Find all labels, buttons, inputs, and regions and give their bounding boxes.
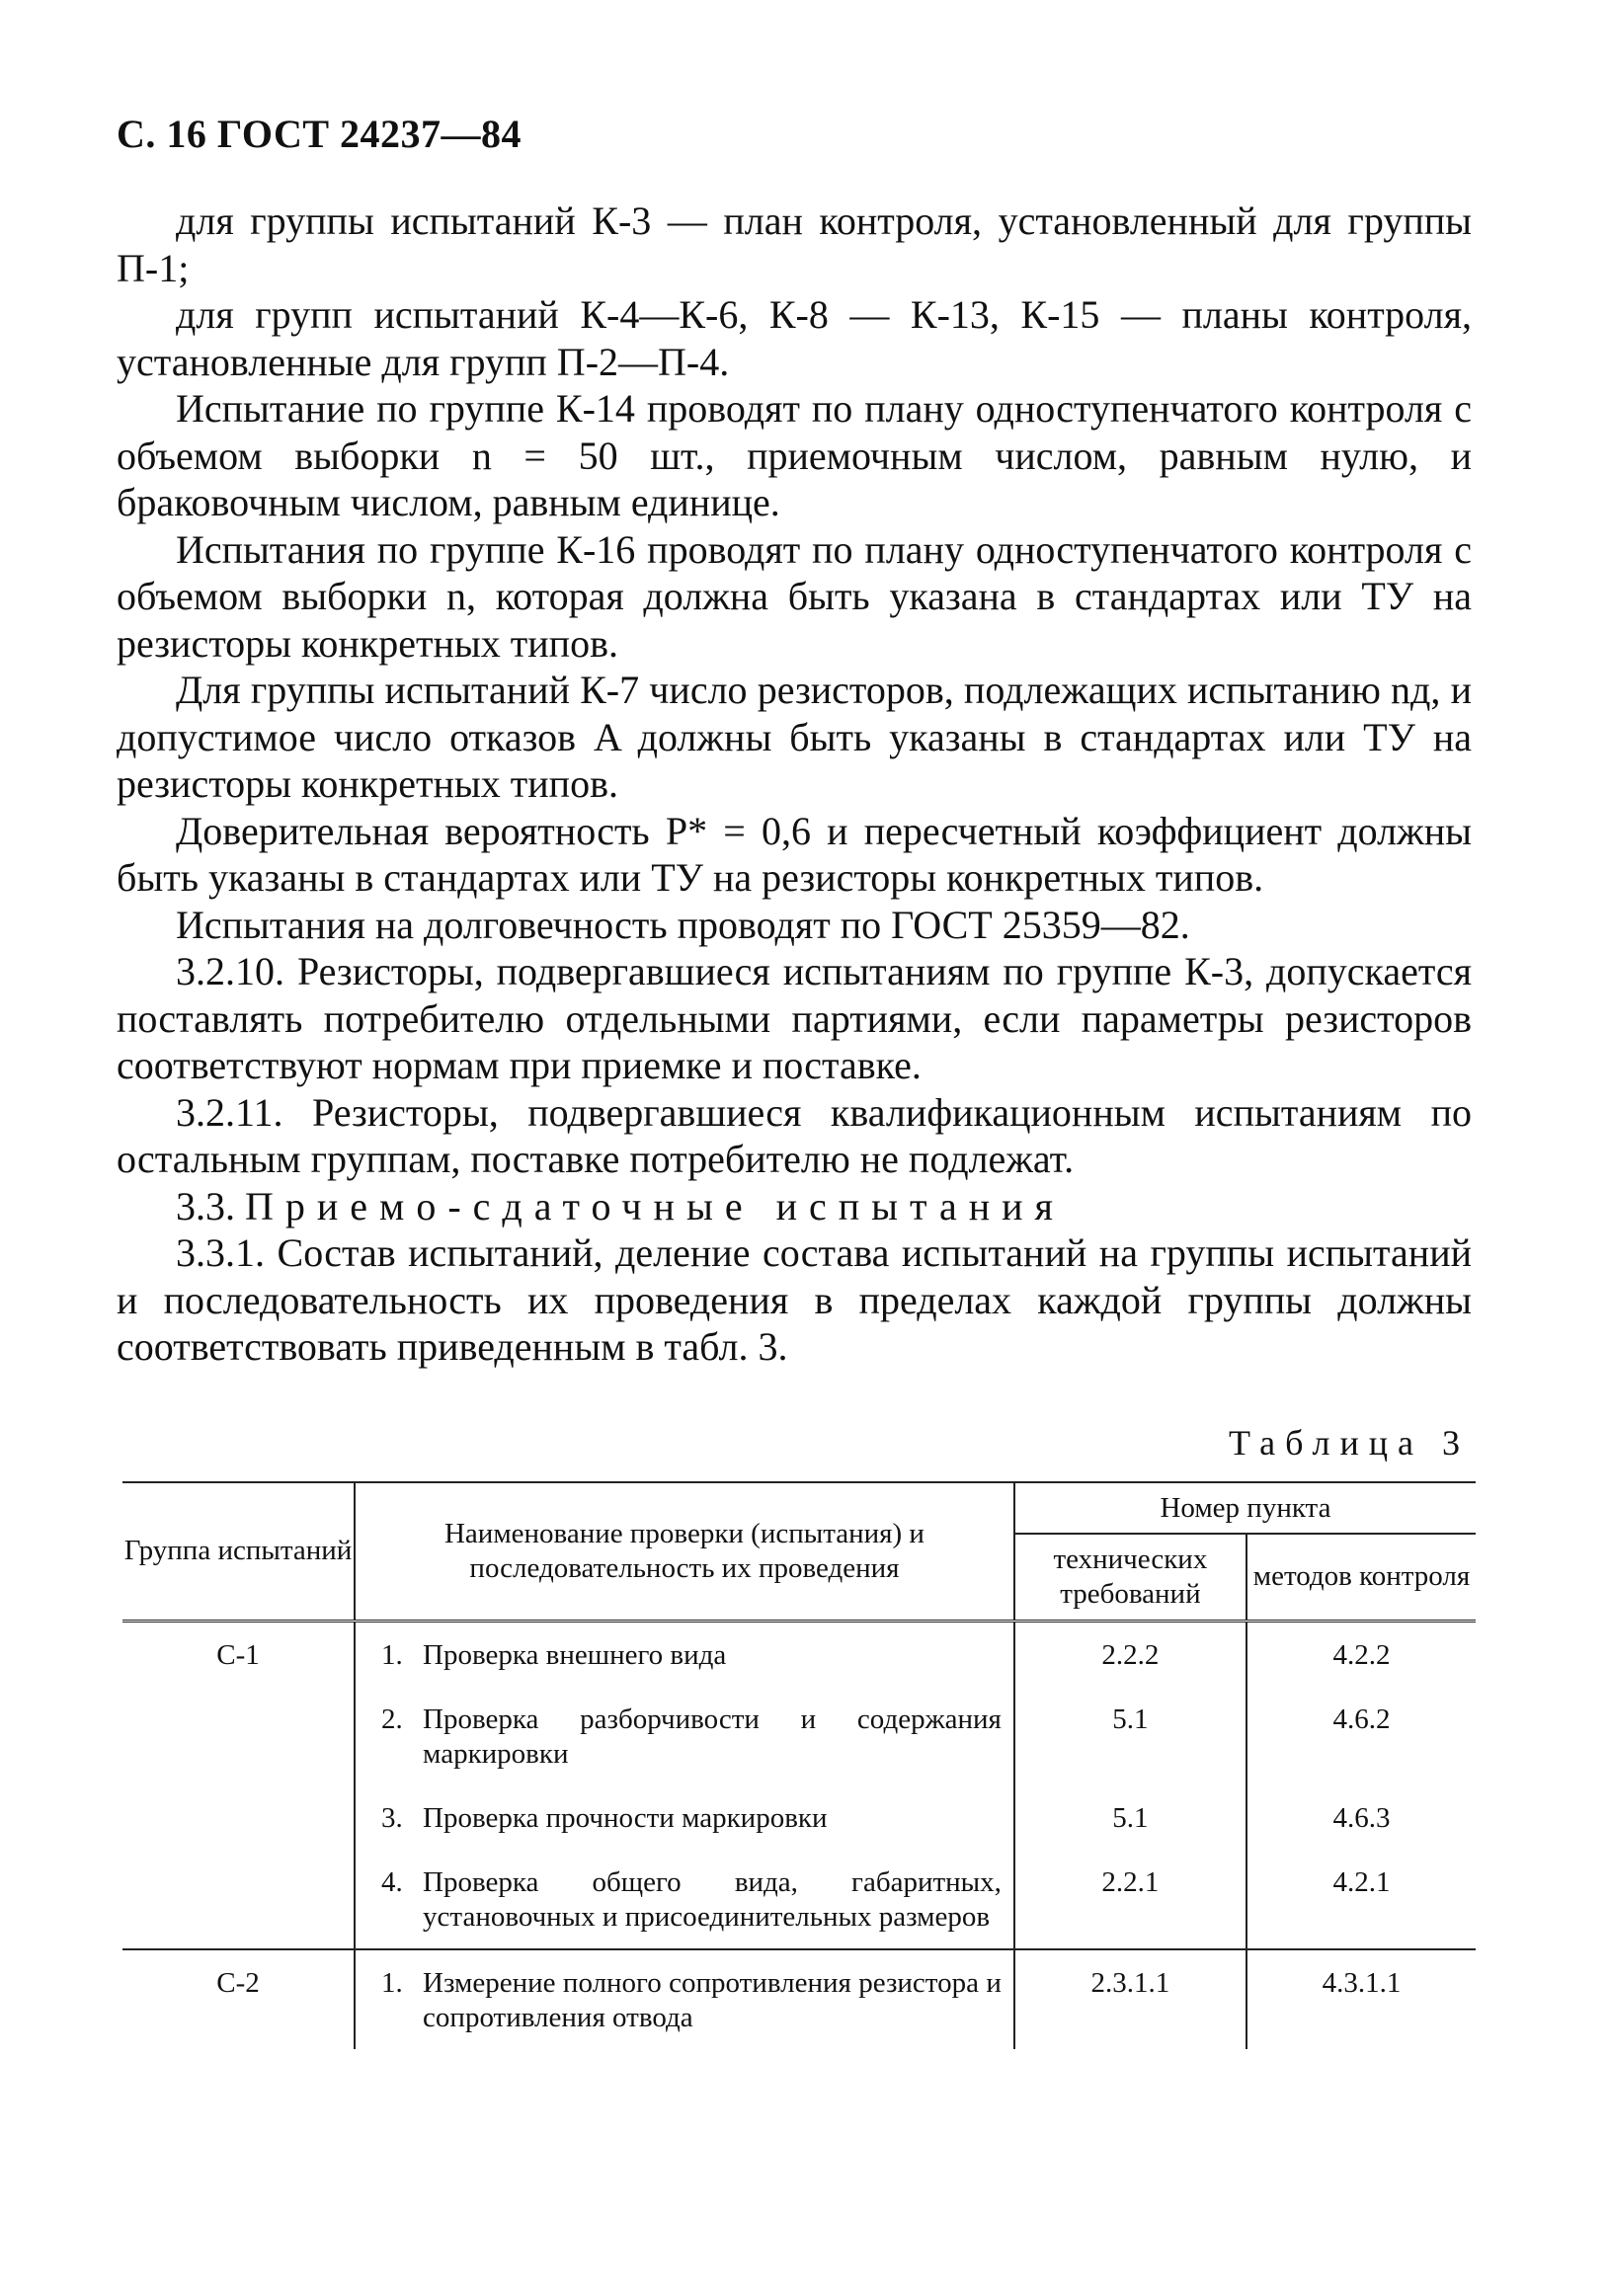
item-name: Проверка разборчивости и содержания маркировки [423, 1702, 1002, 1770]
header-methods: методов контроля [1246, 1534, 1476, 1621]
cell-methods: 4.6.3 [1332, 1801, 1391, 1834]
paragraph: Испытания на долговечность проводят по ГОСТ 25359—82. [176, 902, 1190, 947]
section-heading [117, 1183, 1472, 1230]
cell-methods: 4.2.1 [1332, 1865, 1391, 1898]
item-name: Проверка внешнего вида [423, 1638, 727, 1671]
paragraph: для группы испытаний К-3 — план контроля, установленный для группы П-1; [117, 198, 1472, 290]
item-number: 1. [381, 1966, 403, 1999]
table-row [122, 1949, 1476, 2049]
test-item [381, 1702, 1002, 1772]
item-number: 4. [381, 1865, 403, 1898]
cell-methods: 4.2.2 [1332, 1638, 1391, 1671]
cell-group [122, 1687, 355, 1785]
header-number: Номер пункта [1014, 1482, 1476, 1534]
test-item [381, 1638, 1002, 1673]
item-number: 2. [381, 1702, 403, 1735]
cell-methods: 4.6.2 [1332, 1702, 1391, 1735]
section-heading-number: 3.3. [176, 1183, 235, 1228]
item-name: Проверка общего вида, габаритных, установочных и присоединительных размеров [423, 1865, 1002, 1933]
test-item [381, 1966, 1002, 2035]
item-number: 3. [381, 1801, 403, 1834]
table-row [122, 1850, 1476, 1949]
paragraph: Испытания по группе К-16 проводят по плану одноступенчатого контроля с объемом выборки n, которая должна быть указана в стандартах или ТУ на резисторы конкретных типов. [117, 526, 1472, 666]
paragraph: Для группы испытаний К-7 число резисторов, подлежащих испытанию nд, и допустимое число отказов A должны быть указаны в стандартах или ТУ на резисторы конкретных типов. [117, 668, 1472, 806]
cell-group: С-1 [122, 1621, 355, 1687]
header-group: Группа испытаний [122, 1482, 355, 1621]
section-heading-title: Приемо-сдаточные испытания [245, 1183, 1065, 1228]
paragraph: 3.2.10. Резисторы, подвергавшиеся испытаниям по группе К-3, допускается поставлять потребителю отдельными партиями, если параметры резисторов соответствуют нормам при приемке и поставке. [117, 949, 1472, 1087]
table-row [122, 1621, 1476, 1687]
table-row [122, 1687, 1476, 1785]
cell-tech: 2.2.2 [1014, 1621, 1246, 1687]
item-name: Измерение полного сопротивления резистора и сопротивления отвода [423, 1966, 1002, 2033]
cell-tech: 5.1 [1014, 1687, 1246, 1785]
paragraph: 3.2.11. Резисторы, подвергавшиеся квалификационным испытаниям по остальным группам, поставке потребителю не подлежат. [117, 1089, 1472, 1181]
test-item [381, 1865, 1002, 1935]
paragraph: Испытание по группе К-14 проводят по плану одноступенчатого контроля с объемом выборки n = 50 шт., приемочным числом, равным нулю, и браковочным числом, равным единице. [117, 386, 1472, 524]
cell-methods: 4.3.1.1 [1246, 1949, 1476, 2049]
body-text [117, 198, 1472, 1371]
item-name: Проверка прочности маркировки [423, 1801, 828, 1834]
paragraph: для групп испытаний К-4—К-6, К-8 — К-13, К-15 — планы контроля, установленные для групп П-2—П-4. [117, 292, 1472, 384]
cell-tech: 2.2.1 [1014, 1850, 1246, 1949]
table-3 [122, 1481, 1476, 2049]
paragraph: Доверительная вероятность P* = 0,6 и пересчетный коэффициент должны быть указаны в стандартах или ТУ на резисторы конкретных типов. [117, 808, 1472, 900]
header-tech: технических требований [1014, 1534, 1246, 1621]
test-item [381, 1801, 1002, 1836]
table-row [122, 1785, 1476, 1850]
cell-group [122, 1785, 355, 1850]
cell-group [122, 1850, 355, 1949]
cell-tech: 2.3.1.1 [1014, 1949, 1246, 2049]
cell-tech: 5.1 [1014, 1785, 1246, 1850]
cell-group: С-2 [122, 1949, 355, 2049]
table-caption: Таблица 3 [1229, 1423, 1470, 1463]
item-number: 1. [381, 1638, 403, 1671]
page-header: С. 16 ГОСТ 24237—84 [117, 112, 523, 156]
header-name: Наименование проверки (испытания) и последовательность их проведения [355, 1482, 1014, 1621]
paragraph: 3.3.1. Состав испытаний, деление состава испытаний на группы испытаний и последовательность их проведения в пределах каждой группы должны соответствовать приведенным в табл. 3. [117, 1230, 1472, 1369]
